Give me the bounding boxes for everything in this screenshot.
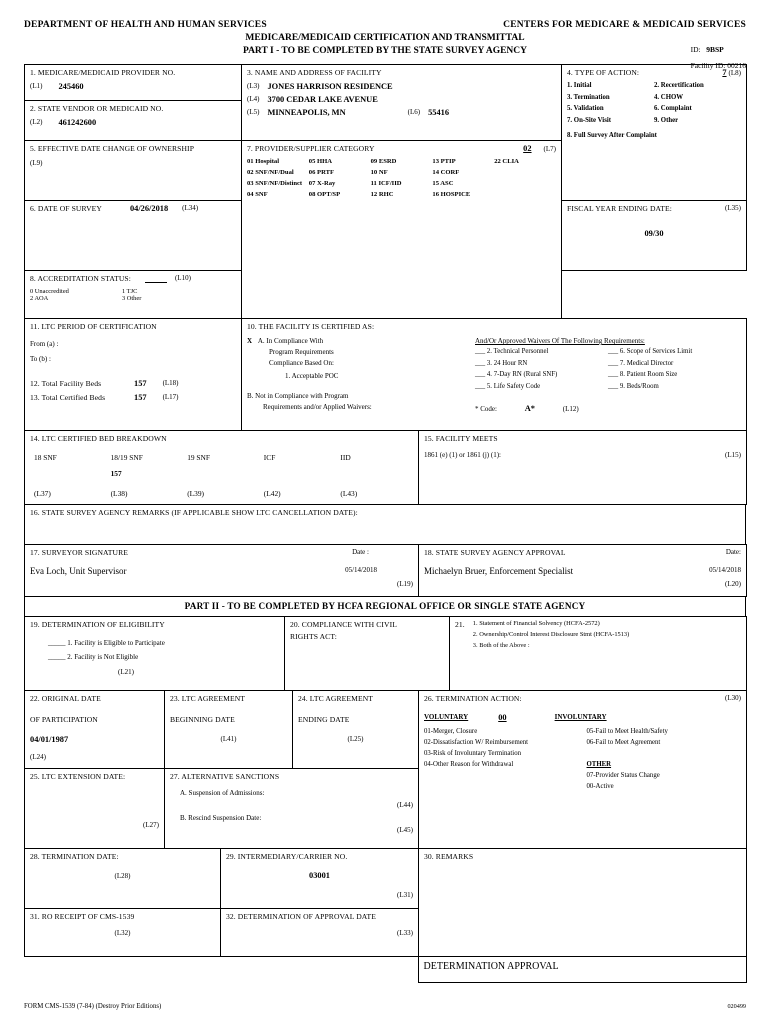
field-determination-eligibility-label: 19. DETERMINATION OF ELIGIBILITY (30, 620, 165, 629)
type-of-action-options (567, 82, 741, 124)
voluntary-03[interactable]: 03-Risk of Involuntary Termination (424, 750, 521, 757)
field-termination-date-label: 28. TERMINATION DATE: (30, 852, 119, 861)
bed-header-18snf: 18 SNF (34, 453, 57, 462)
surveyor-date-label: Date : (352, 548, 369, 556)
cat-16[interactable]: 16 HOSPICE (432, 191, 471, 198)
field-termination-action-label: 26. TERMINATION ACTION: (424, 694, 522, 703)
field-surveyor-signature-label: 17. SURVEYOR SIGNATURE (30, 548, 128, 557)
voluntary-label: VOLUNTARY (424, 713, 469, 721)
field-ltc-end (293, 691, 419, 769)
facility-id-value: 00216 (727, 61, 746, 70)
bed-code-l37: (L37) (34, 489, 51, 498)
facility-zip-value: 55416 (428, 108, 450, 117)
field-approval-date (221, 909, 419, 957)
approval-date-value: 05/14/2018 (709, 566, 741, 574)
field-remarks-30[interactable] (419, 849, 747, 957)
field-intermediary-no-label: 29. INTERMEDIARY/CARRIER NO. (226, 852, 348, 861)
compliance-b-sub: Requirements and/or Applied Waivers: (263, 403, 372, 411)
cat-11[interactable]: 11 ICF/IID (370, 180, 402, 187)
sanction-b-label[interactable]: B. Rescind Suspension Date: (180, 814, 262, 822)
facility-city-value: MINNEAPOLIS, MN (267, 108, 346, 117)
field-ltc-begin-sub: BEGINNING DATE (170, 715, 235, 724)
field-agency-approval-label: 18. STATE SURVEY AGENCY APPROVAL (424, 548, 566, 557)
facility-city-code: (L5) (247, 108, 260, 116)
cat-03[interactable]: 03 SNF/NF/Distinct (247, 180, 303, 187)
field-facility-address (242, 65, 562, 141)
determination-approval-text: DETERMINATION APPROVAL (423, 961, 559, 972)
sanction-b-code: (L45) (397, 826, 413, 834)
type-option-5[interactable]: 5. Validation (567, 105, 604, 112)
document-header (24, 20, 746, 30)
bed-value-1819snf: 157 (110, 469, 122, 478)
documents-item-2[interactable]: 2. Ownership/Control Interest Disclosure Stmt (HCFA-1513) (472, 631, 630, 638)
field-ltc-period (25, 319, 242, 431)
type-option-9[interactable]: 9. Other (654, 116, 679, 124)
field-agency-remarks[interactable] (25, 505, 746, 545)
compliance-a-label: A. In Compliance With (257, 337, 324, 345)
approval-signature-value[interactable]: Michaelyn Bruer, Enforcement Specialist (424, 566, 574, 576)
waiver-7[interactable]: 7. Medical Director (619, 359, 674, 367)
section-dates (24, 690, 747, 849)
bed-header-icf: ICF (263, 453, 276, 462)
date-of-survey-code: (L34) (182, 204, 199, 212)
field-state-vendor-no-label: 2. STATE VENDOR OR MEDICAID NO. (30, 104, 164, 113)
total-certified-beds-code: (L17) (162, 393, 179, 401)
voluntary-01[interactable]: 01-Merger, Closure (424, 728, 478, 735)
type-option-4[interactable]: 4. CHOW (654, 93, 684, 101)
eligibility-code: (L21) (118, 668, 134, 676)
field-alternative-sanctions-label: 27. ALTERNATIVE SANCTIONS (170, 772, 280, 781)
cat-13[interactable]: 13 PTIP (432, 158, 456, 165)
ltc-end-code: (L25) (347, 735, 364, 743)
field-accreditation-status (25, 271, 242, 319)
accred-opt-3[interactable]: 3 Other (122, 295, 142, 302)
field-fiscal-year (562, 201, 747, 271)
id-value: 9BSP (706, 45, 724, 54)
cat-blank-1 (494, 169, 556, 176)
provider-category-value: 02 (523, 144, 532, 153)
field-civil-rights-label: 20. COMPLIANCE WITH CIVIL (290, 620, 397, 629)
field-ltc-extension-label: 25. LTC EXTENSION DATE: (30, 772, 126, 781)
cat-09[interactable]: 09 ESRD (370, 158, 397, 165)
cat-15[interactable]: 15 ASC (432, 180, 454, 187)
ltc-extension-code: (L27) (143, 821, 159, 829)
surveyor-date-value: 05/14/2018 (345, 566, 377, 574)
field-ltc-end-label: 24. LTC AGREEMENT (298, 694, 374, 703)
approval-date-label: Date: (725, 548, 741, 556)
facility-id-label: Facility ID: (690, 61, 726, 70)
total-facility-beds-value: 157 (134, 379, 147, 388)
field-type-of-action (562, 65, 747, 201)
surveyor-signature-value[interactable]: Eva Loch, Unit Supervisor (30, 566, 127, 576)
field-date-of-survey (25, 201, 242, 271)
facility-name-value: JONES HARRISON RESIDENCE (267, 82, 393, 91)
voluntary-02[interactable]: 02-Dissatisfaction W/ Reimbursement (424, 739, 529, 746)
facility-street-code: (L4) (247, 95, 260, 103)
accred-opt-0[interactable]: 0 Unaccredited (30, 288, 69, 295)
cat-14[interactable]: 14 CORF (432, 169, 460, 176)
waiver-6[interactable]: 6. Scope of Services Limit (619, 348, 693, 355)
total-certified-beds-value: 157 (134, 393, 147, 402)
original-date-value: 04/01/1987 (30, 735, 69, 744)
other-label: OTHER (586, 761, 612, 768)
field-bed-breakdown (25, 431, 419, 505)
header-cms: CENTERS FOR MEDICARE & MEDICAID SERVICES (503, 20, 746, 30)
bed-code-l42: (L42) (263, 489, 281, 498)
field-approval-date-label: 32. DETERMINATION OF APPROVAL DATE (226, 912, 377, 921)
field-effective-date-chow (25, 141, 242, 201)
footer-revision: 020499 (727, 1003, 746, 1010)
field-original-date (25, 691, 165, 769)
waiver-5[interactable]: 5. Life Safety Code (486, 382, 541, 390)
facility-meets-line: 1861 (e) (1) or 1861 (j) (1): (424, 451, 501, 459)
section-signatures (24, 544, 747, 597)
field-termination-action (419, 691, 747, 849)
field-state-vendor-code: (L2) (30, 118, 43, 126)
id-label: ID: (690, 45, 701, 54)
field-ltc-begin (165, 691, 293, 769)
field-provider-no-code: (L1) (30, 82, 43, 90)
part2-banner: PART II - TO BE COMPLETED BY HCFA REGIONAL OFFICE OR SINGLE STATE AGENCY (24, 597, 746, 617)
accred-opt-1[interactable]: 1 TJC (122, 288, 138, 295)
section-beds (24, 430, 747, 505)
field-date-of-survey-label: 6. DATE OF SURVEY (30, 204, 102, 213)
type-option-7[interactable]: 7. On-Site Visit (567, 116, 611, 124)
field-civil-rights-label2: RIGHTS ACT: (290, 632, 337, 641)
cat-04[interactable]: 04 SNF (247, 191, 268, 198)
field-facility-meets-label: 15. FACILITY MEETS (424, 434, 498, 443)
accreditation-code: (L10) (174, 274, 191, 282)
facility-meets-code: (L15) (725, 451, 741, 459)
waiver-4[interactable]: 4. 7-Day RN (Rural SNF) (486, 371, 558, 378)
field-surveyor-signature (25, 545, 419, 597)
bed-value-18snf (30, 469, 107, 478)
fiscal-year-code: (L35) (725, 204, 741, 212)
waivers-title: And/Or Approved Waivers Of The Following Requirements: (475, 337, 645, 345)
field-ltc-extension (25, 769, 165, 849)
type-of-action-code: (L8) (728, 69, 741, 77)
field-remarks-30-label: 30. REMARKS (424, 852, 474, 861)
eligibility-opt-2[interactable]: 2. Facility is Not Eligible (67, 653, 139, 661)
field-documents (450, 617, 747, 691)
field-civil-rights (285, 617, 450, 691)
field-certified-as-label: 10. THE FACILITY IS CERTIFIED AS: (247, 322, 375, 331)
other-07[interactable]: 07-Provider Status Change (586, 772, 660, 779)
cat-12[interactable]: 12 RHC (370, 191, 394, 198)
compliance-a-sub2: Compliance Based On: (269, 359, 334, 367)
cat-05[interactable]: 05 HHA (308, 158, 333, 165)
field-provider-category-label: 7. PROVIDER/SUPPLIER CATEGORY (247, 144, 375, 153)
bed-code-l43: (L43) (340, 489, 358, 498)
field-state-vendor-value: 461242600 (58, 118, 97, 127)
section-termination (24, 848, 747, 957)
intermediary-no-value: 03001 (309, 871, 330, 880)
field-state-vendor-no (25, 101, 242, 141)
provider-category-options (247, 158, 556, 198)
compliance-code-value: A* (524, 403, 535, 413)
cat-07[interactable]: 07 X-Ray (308, 180, 336, 187)
determination-approval-box (418, 956, 746, 982)
type-option-6[interactable]: 6. Complaint (654, 105, 692, 112)
cat-08[interactable]: 08 OPT/SP (308, 191, 341, 198)
field-termination-date (25, 849, 221, 909)
total-certified-beds-label: 13. Total Certified Beds (30, 393, 106, 402)
section-top (24, 64, 747, 319)
bed-header-iid: IID (340, 453, 351, 462)
footer-form-id: FORM CMS-1539 (7-84) (Destroy Prior Editions) (24, 1003, 162, 1010)
field-determination-eligibility: 19. DETERMINATION OF ELIGIBILITY _____ 1. Facility is Eligible to Participate _____ 2. Facility is Not Eligible (L21) (25, 617, 285, 691)
facility-zip-code: (L6) (407, 108, 421, 116)
field-provider-category (242, 141, 562, 319)
involuntary-06[interactable]: 06-Fail to Meet Agreement (586, 739, 661, 746)
approval-code: (L20) (725, 580, 741, 588)
field-provider-no-label: 1. MEDICARE/MEDICAID PROVIDER NO. (30, 68, 176, 77)
field-chow-code: (L9) (30, 159, 43, 167)
facility-street-value: 3700 CEDAR LAKE AVENUE (267, 95, 378, 104)
waivers-list: ___ 2. Technical Personnel ___ 6. Scope of Services Limit ___ 3. 24 Hour RN ___ 7. Medical Director ___ 4. 7-Day RN (Rural SNF) ___ 8. Patient Room Size ___ 5. Life Safety Code ___ 9. Beds/Room (475, 348, 693, 390)
field-agency-approval (419, 545, 747, 597)
total-facility-beds-code: (L18) (162, 379, 179, 387)
type-option-8[interactable]: 8. Full Survey After Complaint (567, 131, 657, 139)
waiver-9[interactable]: 9. Beds/Room (619, 382, 659, 390)
fiscal-year-label: FISCAL YEAR ENDING DATE: (567, 204, 672, 213)
date-of-survey-value: 04/26/2018 (129, 204, 169, 213)
termination-date-code: (L28) (114, 872, 131, 880)
compliance-a-mark[interactable]: X (247, 337, 253, 345)
header-title: MEDICARE/MEDICAID CERTIFICATION AND TRANSMITTAL (245, 33, 525, 43)
header-department: DEPARTMENT OF HEALTH AND HUMAN SERVICES (24, 20, 267, 30)
field-original-date-label: 22. ORIGINAL DATE (30, 694, 101, 703)
accreditation-value[interactable] (145, 274, 167, 283)
field-ro-receipt-label: 31. RO RECEIPT OF CMS-1539 (30, 912, 135, 921)
documents-item-3[interactable]: 3. Both of the Above : (472, 642, 530, 649)
cat-01[interactable]: 01 Hospital (247, 158, 280, 165)
field-ltc-end-sub: ENDING DATE (298, 715, 350, 724)
accred-opt-2[interactable]: 2 AOA (30, 295, 49, 302)
ro-receipt-code: (L32) (114, 929, 131, 937)
field-alternative-sanctions (165, 769, 419, 849)
involuntary-label: INVOLUNTARY (554, 713, 607, 721)
waiver-3[interactable]: 3. 24 Hour RN (486, 359, 528, 367)
cat-blank-3 (494, 191, 556, 198)
field-effective-date-chow-label: 5. EFFECTIVE DATE CHANGE OF OWNERSHIP (30, 144, 195, 153)
type-of-action-value: 7 (722, 68, 727, 77)
type-option-2[interactable]: 2. Recertification (654, 82, 704, 89)
fiscal-year-value: 09/30 (644, 229, 664, 238)
waiver-8[interactable]: 8. Patient Room Size (619, 371, 678, 378)
field-ltc-begin-label: 23. LTC AGREEMENT (170, 694, 246, 703)
original-date-code: (L24) (30, 753, 46, 761)
termination-value: 00 (498, 713, 507, 722)
cat-blank-2 (494, 180, 556, 187)
ltc-from-label: From (a) : (30, 340, 59, 348)
bed-value-iid (336, 469, 413, 478)
compliance-code-label: * Code: (475, 404, 497, 413)
field-ltc-period-label: 11. LTC PERIOD OF CERTIFICATION (30, 322, 157, 331)
sanction-a-code: (L44) (397, 801, 413, 809)
waiver-2[interactable]: 2. Technical Personnel (486, 348, 549, 355)
field-type-of-action-label: 4. TYPE OF ACTION: (567, 68, 640, 77)
cat-02[interactable]: 02 SNF/NF/Dual (247, 169, 294, 176)
eligibility-opt-1[interactable]: 1. Facility is Eligible to Participate (67, 639, 165, 647)
compliance-a-sub3[interactable]: 1. Acceptable POC (285, 372, 339, 380)
total-facility-beds-label: 12. Total Facility Beds (30, 379, 102, 388)
cat-06[interactable]: 06 PRTF (308, 169, 335, 176)
section-part2-top (24, 616, 747, 691)
ltc-to-label: To (b) : (30, 355, 51, 363)
intermediary-no-code: (L31) (397, 891, 413, 899)
cat-10[interactable]: 10 NF (370, 169, 388, 176)
section-remarks (24, 504, 746, 545)
bed-code-l38: (L38) (110, 489, 128, 498)
bed-value-icf (260, 469, 337, 478)
type-option-1[interactable]: 1. Initial (567, 82, 592, 89)
ltc-begin-code: (L41) (220, 735, 237, 743)
documents-item-1[interactable]: 1. Statement of Financial Solvency (HCFA-2572) (472, 620, 600, 627)
section-cert (24, 318, 747, 431)
bed-header-19snf: 19 SNF (187, 453, 210, 462)
bed-value-19snf (183, 469, 260, 478)
field-bed-breakdown-label: 14. LTC CERTIFIED BED BREAKDOWN (30, 434, 167, 443)
field-agency-remarks-label: 16. STATE SURVEY AGENCY REMARKS (IF APPLICABLE SHOW LTC CANCELLATION DATE): (30, 508, 358, 517)
section-approval (24, 956, 747, 983)
field-facility-address-label: 3. NAME AND ADDRESS OF FACILITY (247, 68, 382, 77)
type-option-3[interactable]: 3. Termination (567, 93, 610, 101)
field-certified-as (242, 319, 747, 431)
bed-header-1819snf: 18/19 SNF (110, 453, 143, 462)
other-00[interactable]: 00-Active (586, 783, 614, 790)
compliance-code-ref: (L12) (562, 404, 579, 413)
compliance-b-label[interactable]: B. Not in Compliance with Program (247, 392, 349, 400)
field-accreditation-label: 8. ACCREDITATION STATUS: (30, 274, 131, 283)
approval-date-code: (L33) (397, 929, 413, 937)
field-intermediary-no (221, 849, 419, 909)
field-facility-meets (419, 431, 747, 505)
header-subtitle: PART I - TO BE COMPLETED BY THE STATE SURVEY AGENCY (242, 46, 528, 56)
form-footer (24, 1003, 746, 1010)
field-ro-receipt (25, 909, 221, 957)
facility-name-code: (L3) (247, 82, 260, 90)
bed-code-l39: (L39) (187, 489, 205, 498)
involuntary-05[interactable]: 05-Fail to Meet Health/Safety (586, 728, 668, 735)
surveyor-code: (L19) (397, 580, 413, 588)
cat-22[interactable]: 22 CLIA (494, 158, 519, 165)
voluntary-04[interactable]: 04-Other Reason for Withdrawal (424, 761, 514, 768)
termination-action-code: (L30) (725, 694, 741, 702)
field-provider-no-value: 245460 (58, 82, 84, 91)
sanction-a-label[interactable]: A. Suspension of Admissions: (180, 789, 265, 797)
provider-category-code: (L7) (543, 145, 556, 153)
field-documents-label: 21. (455, 620, 465, 629)
field-original-date-sub: OF PARTICIPATION (30, 715, 98, 724)
compliance-a-sub1: Program Requirements (269, 348, 334, 356)
field-provider-no (25, 65, 242, 101)
